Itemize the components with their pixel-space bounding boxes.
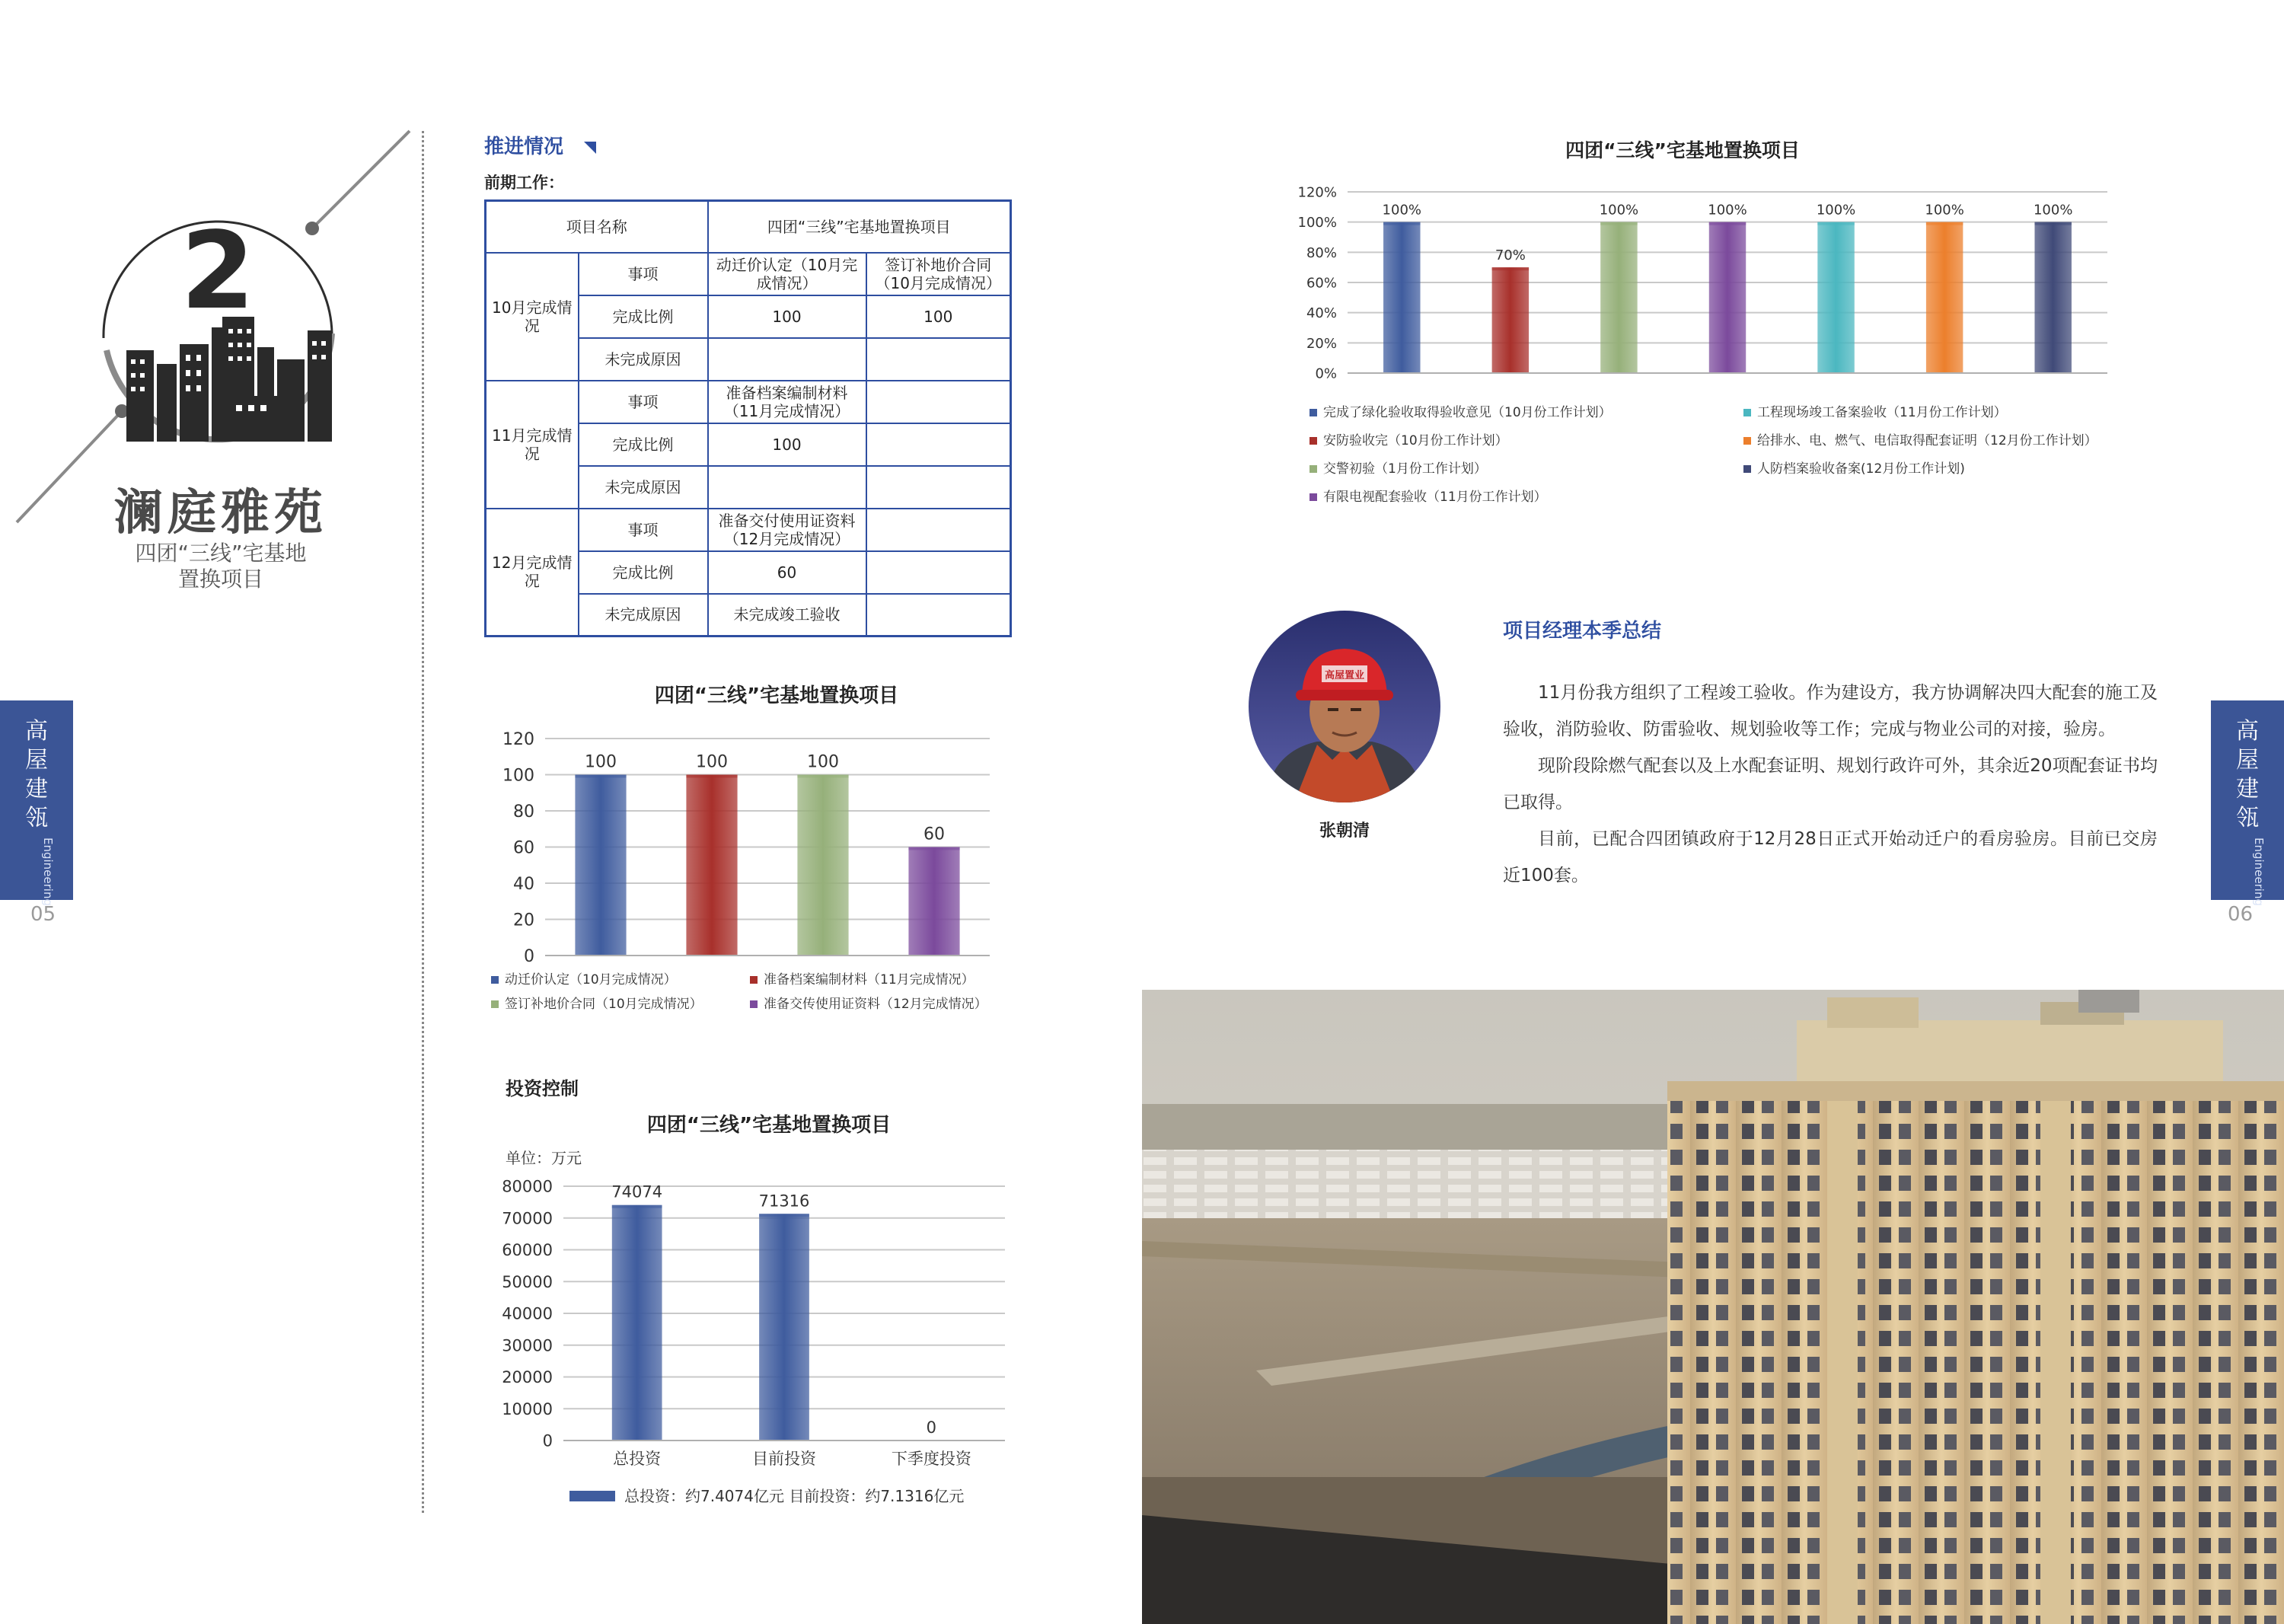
table-cell — [866, 594, 1011, 637]
table-row — [486, 253, 1011, 295]
table-period: 12月完成情况 — [486, 509, 579, 637]
summary-paragraph: 11月份我方组织了工程竣工验收。作为建设方，我方协调解决四大配套的施工及验收，消防验收、防雷验收、规划验收等工作；完成与物业公司的对接，验房。 — [1503, 683, 2158, 739]
legend-swatch — [1743, 437, 1751, 445]
helmet-label: 高屋置业 — [1324, 670, 1365, 681]
table-cell-label: 未完成原因 — [579, 466, 708, 509]
table-cell-label: 完成比例 — [579, 423, 708, 466]
bar — [1600, 222, 1637, 373]
page-number-left: 05 — [30, 903, 56, 926]
bar — [1383, 222, 1420, 373]
legend-swatch — [1309, 409, 1317, 416]
y-tick-label: 60000 — [502, 1241, 553, 1260]
y-tick-label: 10000 — [502, 1399, 553, 1418]
y-tick-label: 120% — [1297, 184, 1337, 201]
data-label: 71316 — [758, 1192, 810, 1211]
table-cell: 准备交付使用证资料（12月完成情况） — [708, 509, 866, 551]
manager-summary — [1503, 675, 2158, 894]
skyline-icon — [126, 317, 332, 442]
building-photo — [1142, 990, 2284, 1624]
bar — [797, 775, 848, 956]
y-tick-label: 80% — [1306, 244, 1337, 261]
data-label: 100% — [1599, 202, 1639, 219]
legend-label: 有限电视配套验收（11月份工作计划） — [1323, 490, 1547, 505]
table-cell: 60 — [708, 551, 866, 594]
completion-chart-svg — [472, 670, 1020, 1028]
side-tab-left-en: Engineering — [41, 838, 55, 906]
project-name: 澜庭雅苑 — [114, 485, 327, 541]
manager-name: 张朝清 — [1319, 822, 1370, 841]
table-cell — [866, 551, 1011, 594]
data-label: 100% — [1816, 202, 1856, 219]
y-tick-label: 80 — [513, 802, 534, 822]
table-cell — [866, 338, 1011, 381]
bar-cap — [1709, 222, 1746, 225]
table-cell: 100 — [708, 295, 866, 338]
table-name-label: 项目名称 — [486, 201, 708, 253]
x-tick-label: 目前投资 — [752, 1450, 816, 1468]
investment-chart-svg — [472, 1106, 1020, 1517]
legend-label: 准备交传使用证资料（12月完成情况） — [764, 997, 987, 1012]
bar — [1709, 222, 1746, 373]
side-tab-right — [2211, 700, 2284, 906]
data-label: 70% — [1494, 247, 1526, 264]
page-number-right: 06 — [2228, 903, 2254, 926]
table-period: 10月完成情况 — [486, 253, 579, 381]
building-photo-image — [1142, 990, 2284, 1624]
bar — [908, 847, 959, 956]
legend-label: 总投资：约7.4074亿元 目前投资：约7.1316亿元 — [624, 1487, 965, 1505]
bar-cap — [612, 1205, 662, 1208]
progress-table — [484, 199, 1012, 637]
data-label: 100% — [1708, 202, 1747, 219]
y-tick-label: 20 — [513, 911, 534, 930]
y-tick-label: 20% — [1306, 335, 1337, 352]
legend-label: 人防档案验收备案(12月份工作计划) — [1757, 461, 1965, 477]
data-label: 60 — [923, 825, 945, 844]
bar-cap — [908, 847, 959, 850]
data-label: 100% — [1925, 202, 1964, 219]
y-tick-label: 40 — [513, 874, 534, 894]
table-cell: 未完成竣工验收 — [708, 594, 866, 637]
bar-cap — [1926, 222, 1963, 225]
summary-paragraph: 现阶段除燃气配套以及上水配套证明、规划行政许可外，其余近20项配套证书均已取得。 — [1503, 756, 2158, 812]
manager-heading: 项目经理本季总结 — [1503, 620, 1662, 643]
legend-label: 工程现场竣工备案验收（11月份工作计划） — [1757, 405, 2007, 420]
legend-swatch — [491, 976, 499, 984]
project-subtitle-line1: 四团“三线”宅基地 — [135, 541, 307, 566]
data-label: 100 — [696, 752, 728, 772]
bar-cap — [1383, 222, 1420, 225]
bar — [612, 1205, 662, 1441]
legend-swatch — [750, 1000, 758, 1008]
bar-cap — [2034, 222, 2071, 225]
x-tick-label: 总投资 — [613, 1450, 662, 1468]
project-subtitle-line2: 置换项目 — [177, 566, 263, 592]
bar-cap — [1600, 222, 1637, 225]
table-row — [486, 509, 1011, 551]
unit-label: 单位：万元 — [506, 1149, 582, 1167]
invest-heading: 投资控制 — [506, 1078, 579, 1099]
bar — [1492, 267, 1529, 373]
legend-label: 安防验收完（10月份工作计划） — [1323, 433, 1508, 448]
legend-swatch — [1743, 409, 1751, 416]
table-cell-label: 完成比例 — [579, 551, 708, 594]
data-label: 100% — [2033, 202, 2073, 219]
emblem-number: 2 — [180, 209, 255, 333]
manager-portrait — [1249, 611, 1440, 802]
side-tab-left-label: 高 屋 建 瓴 — [25, 718, 48, 831]
bar-cap — [1492, 267, 1529, 270]
legend-label: 签订补地价合同（10月完成情况） — [505, 997, 703, 1012]
table-cell — [708, 338, 866, 381]
bar-cap — [759, 1214, 809, 1217]
table-cell: 100 — [866, 295, 1011, 338]
y-tick-label: 70000 — [502, 1209, 553, 1228]
data-label: 100 — [807, 752, 839, 772]
table-cell-label: 事项 — [579, 253, 708, 295]
data-label: 0 — [926, 1418, 937, 1437]
table-cell-label: 未完成原因 — [579, 338, 708, 381]
bar-cap — [797, 775, 848, 778]
y-tick-label: 120 — [502, 729, 534, 749]
legend-swatch — [1309, 493, 1317, 501]
chart-title: 四团“三线”宅基地置换项目 — [654, 684, 899, 707]
table-cell — [866, 423, 1011, 466]
legend-swatch — [1743, 465, 1751, 473]
data-label: 74074 — [611, 1182, 663, 1201]
table-cell — [866, 466, 1011, 509]
table-cell: 准备档案编制材料（11月完成情况） — [708, 381, 866, 423]
y-tick-label: 100% — [1297, 215, 1337, 231]
investment-chart — [472, 1106, 1020, 1517]
y-tick-label: 0 — [524, 946, 534, 966]
bar — [759, 1214, 809, 1441]
plan-chart — [1287, 134, 2132, 515]
y-tick-label: 0 — [542, 1431, 553, 1450]
table-cell-label: 事项 — [579, 509, 708, 551]
legend-swatch — [569, 1491, 615, 1501]
dotted-divider — [422, 131, 424, 1513]
y-tick-label: 20000 — [502, 1368, 553, 1387]
table-period: 11月完成情况 — [486, 381, 579, 509]
legend-label: 准备档案编制材料（11月完成情况） — [764, 972, 975, 987]
y-tick-label: 40000 — [502, 1304, 553, 1323]
emblem-line-top — [312, 131, 410, 228]
y-tick-label: 60 — [513, 838, 534, 858]
table-cell — [866, 381, 1011, 423]
y-tick-label: 50000 — [502, 1272, 553, 1291]
bar — [686, 775, 737, 956]
table-cell: 动迁价认定（10月完成情况） — [708, 253, 866, 295]
table-cell-label: 完成比例 — [579, 295, 708, 338]
legend-swatch — [491, 1000, 499, 1008]
side-tab-left — [0, 700, 73, 906]
legend-label: 动迁价认定（10月完成情况） — [505, 972, 677, 987]
table-row — [486, 381, 1011, 423]
table-cell: 签订补地价合同（10月完成情况） — [866, 253, 1011, 295]
table-cell — [708, 466, 866, 509]
legend-swatch — [1309, 437, 1317, 445]
chart-title: 四团“三线”宅基地置换项目 — [1565, 139, 1800, 161]
table-cell — [866, 509, 1011, 551]
legend-label: 完成了绿化验收取得验收意见（10月份工作计划） — [1323, 405, 1612, 420]
legend-label: 给排水、电、燃气、电信取得配套证明（12月份工作计划） — [1757, 433, 2097, 448]
table-name-value: 四团“三线”宅基地置换项目 — [708, 201, 1011, 253]
bar-cap — [575, 775, 626, 778]
y-tick-label: 30000 — [502, 1336, 553, 1355]
bar-cap — [686, 775, 737, 778]
bar — [1817, 222, 1854, 373]
bar — [2034, 222, 2071, 373]
x-tick-label: 下季度投资 — [891, 1450, 971, 1468]
plan-chart-svg — [1287, 134, 2132, 515]
completion-chart — [472, 670, 1020, 1028]
bar — [575, 775, 626, 956]
table-cell: 100 — [708, 423, 866, 466]
side-tab-right-label: 高 屋 建 瓴 — [2236, 718, 2259, 831]
bar-cap — [1817, 222, 1854, 225]
progress-subheading: 前期工作： — [484, 174, 564, 192]
emblem-dot-top — [305, 222, 319, 235]
progress-heading: 推进情况 — [484, 131, 596, 159]
data-label: 100 — [585, 752, 617, 772]
side-tab-right-en: Engineering — [2252, 838, 2266, 906]
bar — [1926, 222, 1963, 373]
y-tick-label: 60% — [1306, 275, 1337, 292]
summary-paragraph: 目前，已配合四团镇政府于12月28日正式开始动迁户的看房验房。目前已交房近100套。 — [1503, 829, 2158, 885]
chart-title: 四团“三线”宅基地置换项目 — [646, 1114, 892, 1137]
y-tick-label: 0% — [1315, 365, 1337, 382]
legend-swatch — [1309, 465, 1317, 473]
data-label: 100% — [1382, 202, 1422, 219]
table-cell-label: 未完成原因 — [579, 594, 708, 637]
y-tick-label: 80000 — [502, 1177, 553, 1196]
corner-arrow-icon — [584, 142, 596, 154]
manager-photo — [1249, 611, 1440, 802]
table-row — [486, 201, 1011, 253]
legend-label: 交警初验（1月份工作计划） — [1323, 461, 1487, 477]
y-tick-label: 100 — [502, 766, 534, 786]
table-cell-label: 事项 — [579, 381, 708, 423]
legend-swatch — [750, 976, 758, 984]
project-subtitle — [91, 541, 350, 592]
y-tick-label: 40% — [1306, 305, 1337, 322]
